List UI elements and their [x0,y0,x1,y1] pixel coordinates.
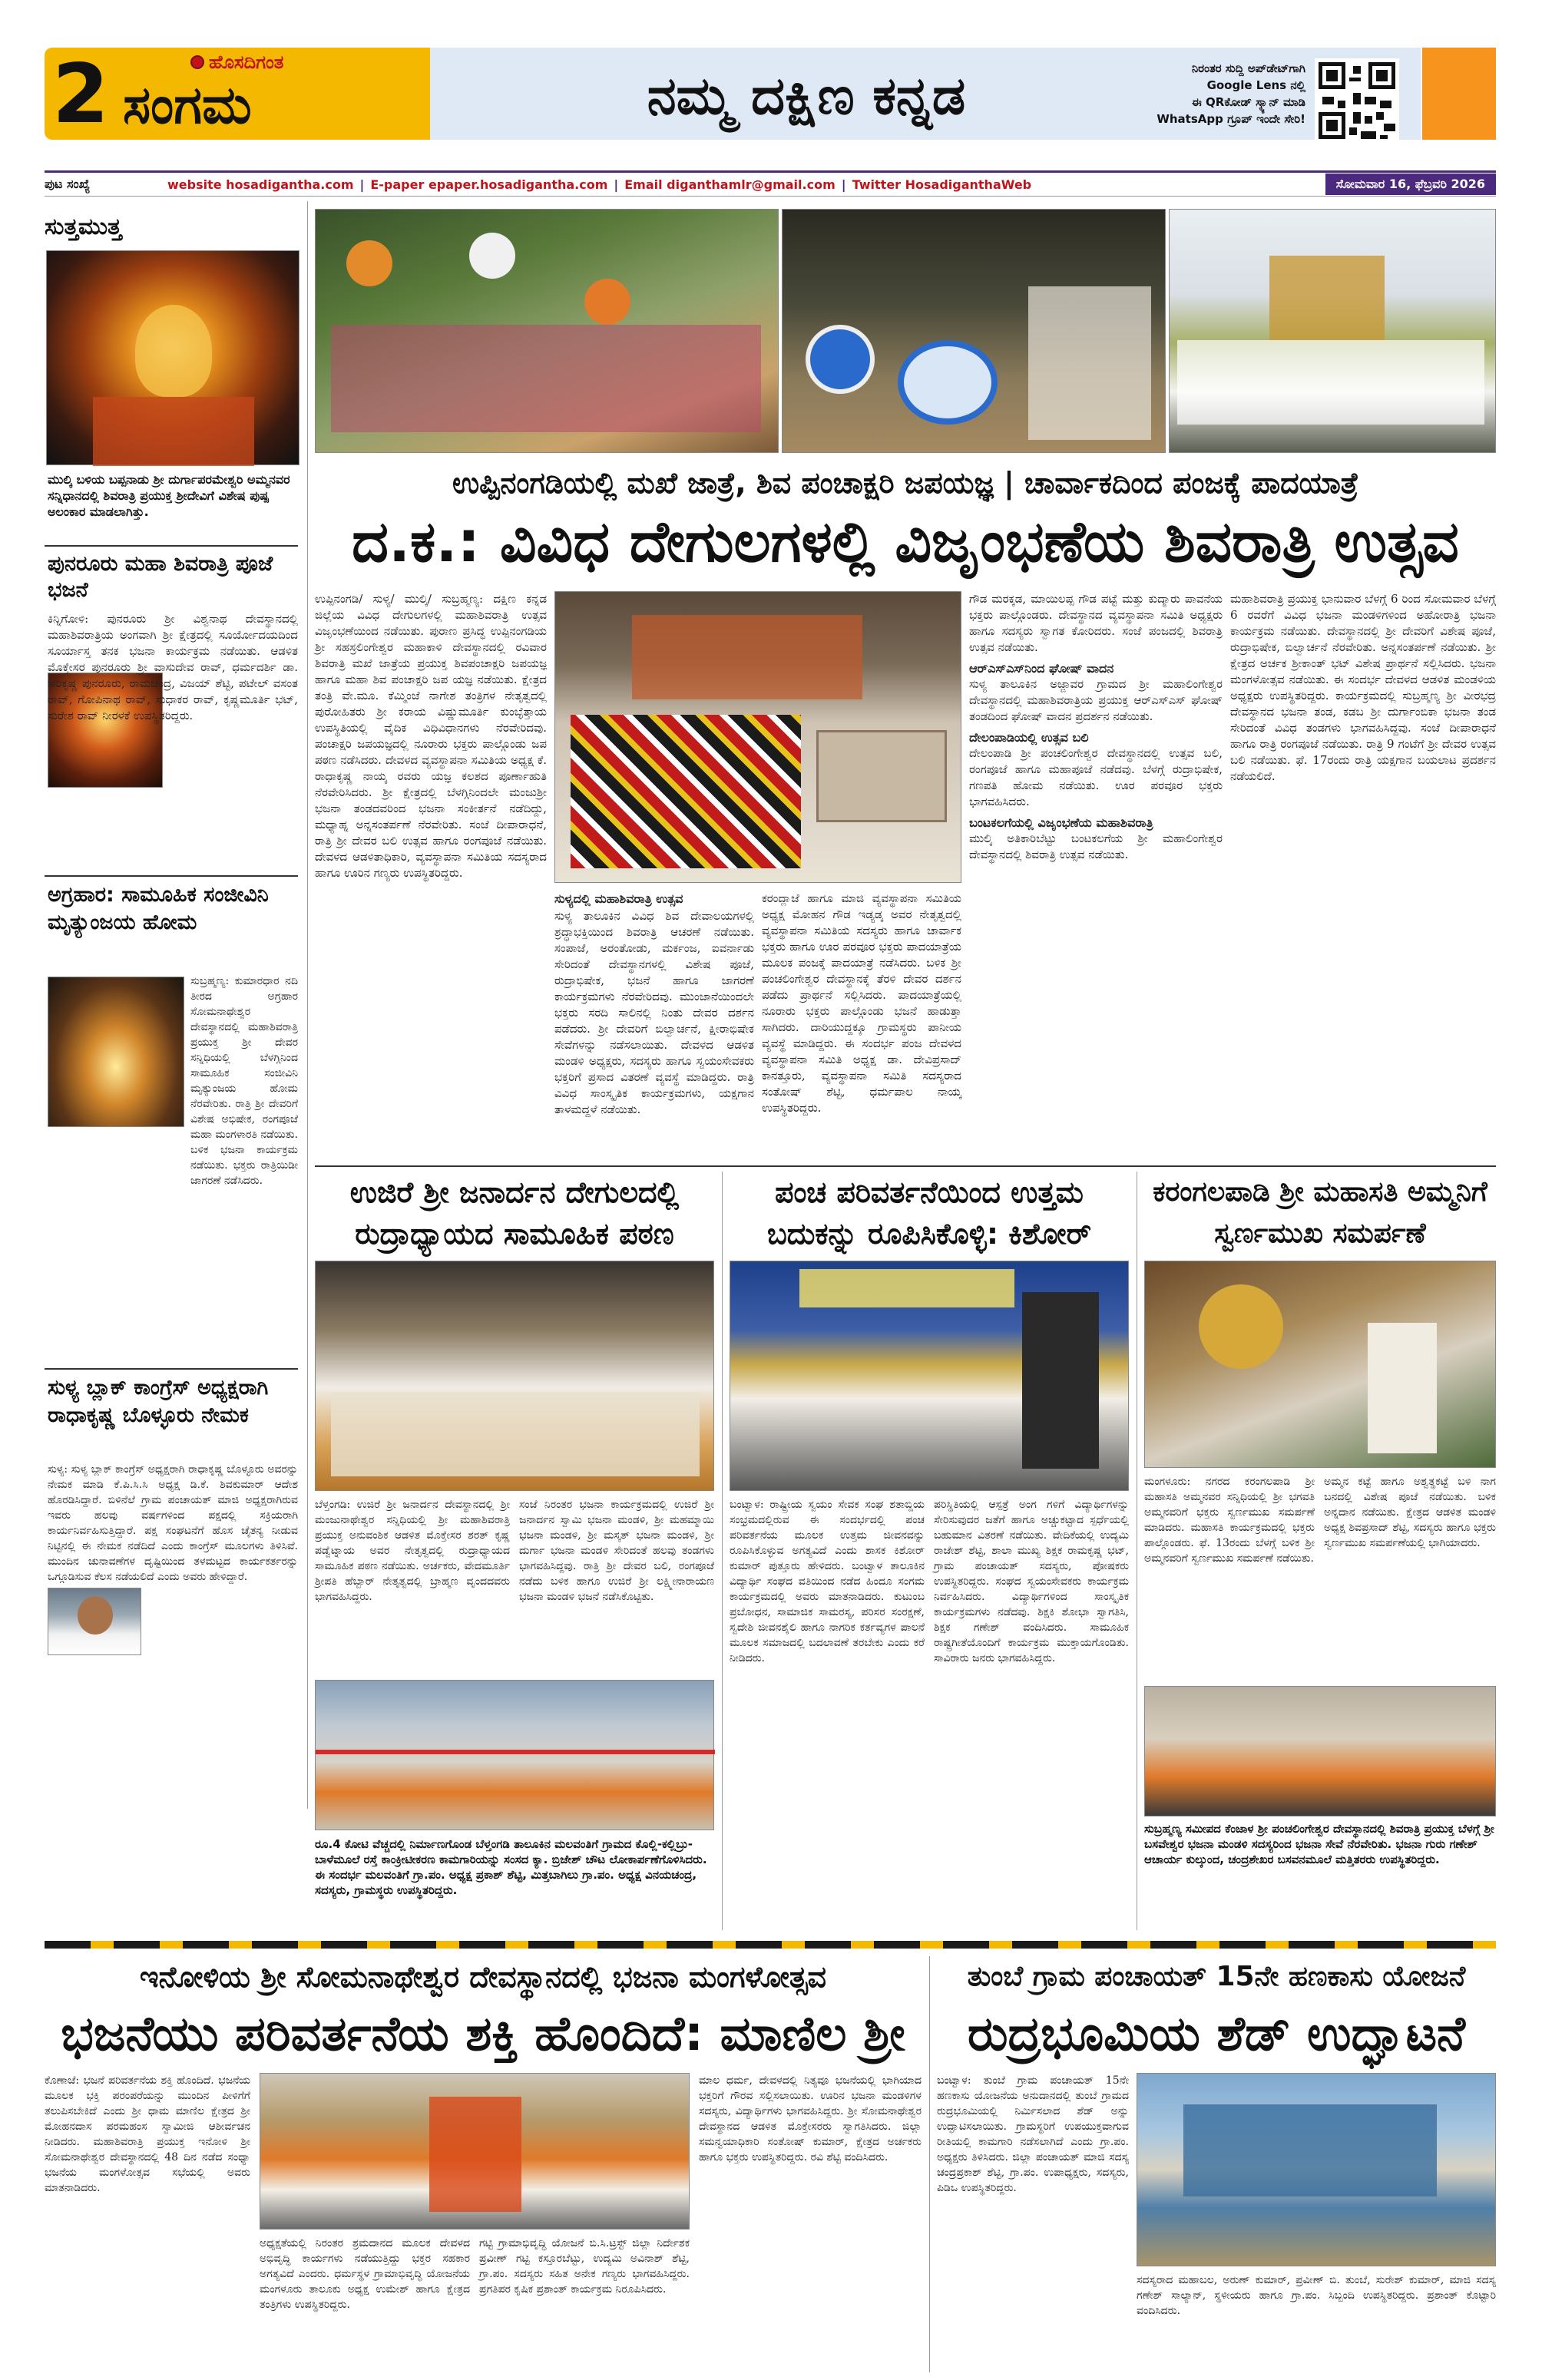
lead-column-4-text: ಸುಳ್ಯ ತಾಲೂಕಿನ ಅಜ್ಜಾವರ ಗ್ರಾಮದ ಶ್ರೀ ಮಹಾಲಿಂಗೇಶ್ವರ ದೇವಸ್ಥಾನದಲ್ಲಿ ಮಹಾಶಿವರಾತ್ರಿಯ ಪ್ರಯುಕ್ತ ಆರ್‌ಎಸ್‌ಎಸ್ ಘೋಷ್ ತಂಡದಿಂದ ಘೋಷ್ ವಾದನ ಪ್ರದರ್ಶನ ನಡೆಯಿತು. [969,677,1223,723]
lead-column-2 [554,891,754,1159]
story-title: ಅಗ್ರಹಾರ: ಸಾಮೂಹಿಕ ಸಂಜೀವಿನಿ ಮೃತ್ಯುಂಜಯ ಹೋಮ [48,883,269,934]
bottom-left-headline: ಭಜನೆಯು ಪರಿವರ್ತನೆಯ ಶಕ್ತಿ ಹೊಂದಿದೆ: ಮಾಣಿಲ ಶ್ರೀ [61,2005,905,2061]
lead-subhead: ಬಂಟಕಲಗೆಯಲ್ಲಿ ವಿಜೃಂಭಣೆಯ ಮಹಾಶಿವರಾತ್ರಿ [969,815,1153,830]
qr-promo-line: ಈ QRಕೋಡ್ ಸ್ಕ್ಯಾನ್ ಮಾಡಿ [1191,95,1305,109]
qr-promo-line: Google Lens ನಲ್ಲಿ [1206,78,1305,92]
sidebar-photo-caption: ಮುಲ್ಕಿ ಬಳಿಯ ಬಪ್ಪನಾಡು ಶ್ರೀ ದುರ್ಗಾಪರಮೇಶ್ವರಿ ಅಮ್ಮನವರ ಸನ್ನಿಧಾನದಲ್ಲಿ ಶಿವರಾತ್ರಿ ಪ್ರಯುಕ್ತ ಶ್ರೀದೇವಿಗೆ ವಿಶೇಷ ಪುಷ್ಪ ಅಲಂಕಾರ ಮಾಡಲಾಗಿತ್ತು. [48,472,290,519]
lead-column-2-text: ಸುಳ್ಯ ತಾಲೂಕಿನ ವಿವಿಧ ಶಿವ ದೇವಾಲಯಗಳಲ್ಲಿ ಶ್ರದ್ಧಾಭಕ್ತಿಯಿಂದ ಶಿವರಾತ್ರಿ ಆಚರಣೆ ನಡೆಯಿತು. ಸಂಪಾಜೆ, ಅರಂತೋಡು, ಮರ್ಕಂಜ, ಐವರ್ನಾಡು ಸೇರಿದಂತೆ ದೇವಸ್ಥಾನಗಳಲ್ಲಿ ವಿಶೇಷ ಪೂಜೆ, ರುದ್ರಾಭಿಷೇಕ, ಭಜನೆ ಹಾಗೂ ಜಾಗರಣೆ ಕಾರ್ಯಕ್ರಮಗಳು ನೆರವೇರಿದವು. ಮುಂಜಾನೆಯಿಂದಲೇ ಭಕ್ತರು ಸರದಿ ಸಾಲಿನಲ್ಲಿ ನಿಂತು ದೇವರ ದರ್ಶನ ಪಡೆದರು. ಶ್ರೀ ದೇವರಿಗೆ ಬಿಲ್ವಾರ್ಚನೆ, ಕ್ಷೀರಾಭಿಷೇಕ ಸೇವೆಗಳನ್ನು ನಡೆಸಲಾಯಿತು. ದೇವಳದ ಆಡಳಿತ ಮಂಡಳಿ ಅಧ್ಯಕ್ಷರು, ಸದಸ್ಯರು ಹಾಗೂ ಸ್ವಯಂಸೇವಕರು ಭಕ್ತರಿಗೆ ಪ್ರಸಾದ ವಿತರಣೆ ವ್ಯವಸ್ಥೆ ಮಾಡಿದ್ದರು. ರಾತ್ರಿ ವಿವಿಧ ಸಾಂಸ್ಕೃತಿಕ ಕಾರ್ಯಕ್ರಮಗಳು, ಯಕ್ಷಗಾನ ತಾಳಮದ್ದಳೆ ನಡೆಯಿತು. [554,909,754,1116]
lead-column-4 [969,591,1223,1159]
qr-promo [1152,60,1305,127]
bottom-divider [45,1941,1496,1949]
column-title [45,210,290,244]
corner-accent [1422,48,1496,140]
story-body-cont [48,1136,298,1359]
sidebar-photo-homa [48,977,184,1127]
story-body: ಸುಬ್ರಹ್ಮಣ್ಯ: ಕುಮಾರಧಾರ ನದಿ ತೀರದ ಅಗ್ರಹಾರ ಸೋಮನಾಥೇಶ್ವರ ದೇವಸ್ಥಾನದಲ್ಲಿ ಮಹಾಶಿವರಾತ್ರಿ ಪ್ರಯುಕ್ತ ಶ್ರೀ ದೇವರ ಸನ್ನಿಧಿಯಲ್ಲಿ ಬೆಳಗ್ಗಿನಿಂದ ಸಾಮೂಹಿಕ ಸಂಜೀವಿನಿ ಮೃತ್ಯುಂಜಯ ಹೋಮ ನೆರವೇರಿತು. ರಾತ್ರಿ ಶ್ರೀ ದೇವರಿಗೆ ವಿಶೇಷ ಅಭಿಷೇಕ, ರಂಗಪೂಜೆ ಮಹಾ ಮಂಗಳಾರತಿ ನಡೆಯಿತು. ಬಳಿಕ ಭಜನಾ ಕಾರ್ಯಕ್ರಮ ನಡೆಯಿತು. ಭಕ್ತರು ರಾತ್ರಿಯಿಡೀ ಜಾಗರಣೆ ನಡೆಸಿದರು. [190,975,298,1187]
bottom-left-column-1: ಕೊಣಾಜೆ: ಭಜನೆ ಪರಿವರ್ತನೆಯ ಶಕ್ತಿ ಹೊಂದಿದೆ. ಭಜನೆಯ ಮೂಲಕ ಭಕ್ತಿ ಪರಂಪರೆಯನ್ನು ಮುಂದಿನ ಪೀಳಿಗೆಗೆ ತಲುಪಿಸಬೇಕಿದೆ ಎಂದು ಶ್ರೀ ಧಾಮ ಮಾಣಿಲ ಕ್ಷೇತ್ರದ ಶ್ರೀ ಮೋಹನದಾಸ ಪರಮಹಂಸ ಸ್ವಾಮೀಜಿ ಆಶೀರ್ವಚನ ನೀಡಿದರು. ಮಹಾಶಿವರಾತ್ರಿ ಪ್ರಯುಕ್ತ ಇನೋಳಿ ಶ್ರೀ ಸೋಮನಾಥೇಶ್ವರ ದೇವಸ್ಥಾನದಲ್ಲಿ 48 ದಿನ ನಡೆದ ಸಂಧ್ಯಾ ಭಜನೆಯ ಮಂಗಳೋತ್ಸವ ಸಭೆಯಲ್ಲಿ ಅವರು ಮಾತನಾಡಿದರು. [45,2074,250,2194]
separator: | [614,177,619,192]
bottom-right-kicker: ತುಂಬೆ ಗ್ರಾಮ ಪಂಚಾಯತ್ 15ನೇ ಹಣಕಾಸು ಯೋಜನೆ [967,1961,1466,1992]
bottom-right-headline: ರುದ್ರಭೂಮಿಯ ಶೆಡ್ ಉದ್ಘಾಟನೆ [967,2005,1466,2061]
karangalapadi-headline-text: ಕರಂಗಲಪಾಡಿ ಶ್ರೀ ಮಹಾಸತಿ ಅಮ್ಮನಿಗೆ ಸ್ವರ್ಣಮುಖ ಸಮರ್ಪಣೆ [1153,1176,1487,1249]
lead-column-1: ಉಪ್ಪಿನಂಗಡಿ/ ಸುಳ್ಯ/ ಮುಲ್ಕಿ/ ಸುಬ್ರಹ್ಮಣ್ಯ: ದಕ್ಷಿಣ ಕನ್ನಡ ಜಿಲ್ಲೆಯ ವಿವಿಧ ದೇಗುಲಗಳಲ್ಲಿ ಮಹಾಶಿವರಾತ್ರಿ ಉತ್ಸವ ವಿಜೃಂಭಣೆಯಿಂದ ನಡೆಯಿತು. ಪುರಾಣ ಪ್ರಸಿದ್ಧ ಉಪ್ಪಿನಂಗಡಿಯ ಶ್ರೀ ಸಹಸ್ರಲಿಂಗೇಶ್ವರ ಮಹಾಕಾಳಿ ದೇವಸ್ಥಾನದಲ್ಲಿ ರವಿವಾರ ಶಿವರಾತ್ರಿ ಮಖೆ ಜಾತ್ರೆಯ ಪ್ರಯುಕ್ತ ಶಿವಪಂಚಾಕ್ಷರಿ ಜಪಯಜ್ಞ ಹಾಗೂ ಮಹಾ ಶಿವ ಪಂಚಾಕ್ಷರಿ ಜಪ ಯಜ್ಞ ನಡೆಯಿತು. ಕ್ಷೇತ್ರದ ತಂತ್ರಿ ವೇ.ಮೂ. ಕೆಮ್ಮಿಂಜೆ ನಾಗೇಶ ತಂತ್ರಿಗಳ ನೇತೃತ್ವದಲ್ಲಿ ಪುರೋಹಿತರು ಶ್ರೀ ಕರಾಯ ವಿಷ್ಣುಮೂರ್ತಿ ಕುಂಬ್ಳೆತ್ತಾಯ ಉಪಸ್ಥಿತಿಯಲ್ಲಿ ವೈದಿಕ ವಿಧಿವಿಧಾನಗಳು ನೆರವೇರಿದವು. ಪಂಚಾಕ್ಷರಿ ಜಪಯಜ್ಞದಲ್ಲಿ ನೂರಾರು ಭಕ್ತರು ಪಾಲ್ಗೊಂಡು ಜಪ ಪಠಣ ನಡೆಸಿದರು. ದೇವಳದ ವ್ಯವಸ್ಥಾಪನಾ ಸಮಿತಿಯ ಅಧ್ಯಕ್ಷ ಕೆ. ರಾಧಾಕೃಷ್ಣ ನಾಯ್ಕ ರವರು ಯಜ್ಞ ಕಲಶದ ಪೂರ್ಣಾಹುತಿ ನೆರವೇರಿಸಿದರು. ಶ್ರೀ ಕ್ಷೇತ್ರದಲ್ಲಿ ಬೆಳಗ್ಗಿನಿಂದಲೇ ಮಂಜುಶ್ರೀ ಭಜನಾ ತಂಡದವರಿಂದ ಭಜನಾ ಸಂಕೀರ್ತನೆ ನಡೆದಿದ್ದು, ಮಧ್ಯಾಹ್ನ ಅನ್ನಸಂತರ್ಪಣೆ ನೆರವೇರಿತು. ಸಂಜೆ ದೀಪಾರಾಧನೆ, ರಾತ್ರಿ ಶ್ರೀ ದೇವರ ಬಲಿ ಉತ್ಸವ ಹಾಗೂ ರಂಗಪೂಜೆ ನಡೆಯಿತು. ದೇವಳದ ಆಡಳಿತಾಧಿಕಾರಿ, ವ್ಯವಸ್ಥಾಪನಾ ಸಮಿತಿಯ ಸದಸ್ಯರಾದ ಹಾಗೂ ಊರಿನ ಗಣ್ಯರು ಉಪಸ್ಥಿತರಿದ್ದರು. [315,592,547,880]
bottom-right-column-2: ಸದಸ್ಯರಾದ ಮಹಾಬಲ, ಅರುಣ್ ಕುಮಾರ್, ಪ್ರವೀಣ್ ಬಿ. ತುಂಬೆ, ಸುರೇಶ್ ಕುಮಾರ್, ಮಾಜಿ ಸದಸ್ಯ ಗಣೇಶ್ ಸಾಲ್ಯಾನ್, ಸ್ಥಳೀಯರು ಹಾಗೂ ಗ್ರಾ.ಪಂ. ಸಿಬ್ಬಂದಿ ಉಪಸ್ಥಿತರಿದ್ದರು. ಪ್ರಶಾಂತ್ ಕೊಟ್ಟಾರಿ ವಂದಿಸಿದರು. [1137,2274,1496,2317]
ujire-photo-road-inauguration [315,1680,714,1830]
karangalapadi-headline [1144,1172,1496,1256]
bottom-right-column-1: ಬಂಟ್ವಾಳ: ತುಂಬೆ ಗ್ರಾಮ ಪಂಚಾಯತ್ 15ನೇ ಹಣಕಾಸು ಯೋಜನೆಯ ಅನುದಾನದಲ್ಲಿ ತುಂಬೆ ಗ್ರಾಮದ ರುದ್ರಭೂಮಿಯಲ್ಲಿ ನಿರ್ಮಿಸಲಾದ ಶೆಡ್ ಅನ್ನು ಉದ್ಘಾಟಿಸಲಾಯಿತು. ಗ್ರಾಮಸ್ಥರಿಗೆ ಉಪಯುಕ್ತವಾಗುವ ರೀತಿಯಲ್ಲಿ ಕಾಮಗಾರಿ ನಡೆಸಲಾಗಿದೆ ಎಂದು ಗ್ರಾ.ಪಂ. ಅಧ್ಯಕ್ಷರು ತಿಳಿಸಿದರು. ಜಿಲ್ಲಾ ಪಂಚಾಯತ್ ಮಾಜಿ ಸದಸ್ಯ ಚಂದ್ರಪ್ರಕಾಶ್ ಶೆಟ್ಟಿ, ಗ್ರಾ.ಪಂ. ಉಪಾಧ್ಯಕ್ಷರು, ಸದಸ್ಯರು, ಪಿಡಿಒ ಉಪಸ್ಥಿತರಿದ್ದರು. [937,2074,1129,2194]
lead-column-5: ಮಹಾಶಿವರಾತ್ರಿ ಪ್ರಯುಕ್ತ ಭಾನುವಾರ ಬೆಳಗ್ಗೆ 6 ರಿಂದ ಸೋಮವಾರ ಬೆಳಗ್ಗೆ 6 ರವರೆಗೆ ವಿವಿಧ ಭಜನಾ ಮಂಡಳಿಗಳಿಂದ ಅಹೋರಾತ್ರಿ ಭಜನಾ ಕಾರ್ಯಕ್ರಮ ನಡೆಯಿತು. ದೇವಸ್ಥಾನದಲ್ಲಿ ಶ್ರೀ ದೇವರಿಗೆ ವಿಶೇಷ ಪೂಜೆ, ರುದ್ರಾಭಿಷೇಕ, ಬಿಲ್ವಾರ್ಚನೆ ನೆರವೇರಿತು. ಅನ್ನಸಂತರ್ಪಣೆ ನಡೆಯಿತು. ಶ್ರೀ ಕ್ಷೇತ್ರದ ಅರ್ಚಕ ಶ್ರೀಕಾಂತ್ ಭಟ್ ವಿಶೇಷ ಪ್ರಾರ್ಥನೆ ಸಲ್ಲಿಸಿದರು. ಭಜನಾ ಮಂಗಳೋತ್ಸವ ನಡೆಯಿತು. ಈ ಸಂದರ್ಭ ದೇವಳದ ಆಡಳಿತ ಮಂಡಳಿಯ ಅಧ್ಯಕ್ಷರು ಉಪಸ್ಥಿತರಿದ್ದರು. ಕಾರ್ಯಕ್ರಮದಲ್ಲಿ ಸುಬ್ರಹ್ಮಣ್ಯ ಶ್ರೀ ವೀರಭದ್ರ ದೇವಸ್ಥಾನದ ಭಜನಾ ತಂಡ, ಕಡಬ ಶ್ರೀ ದುರ್ಗಾಂಬಿಕಾ ಭಜನಾ ತಂಡ ಸೇರಿದಂತೆ ವಿವಿಧ ತಂಡಗಳು ಭಾಗವಹಿಸಿದ್ದವು. ಸಂಜೆ ದೀಪಾರಾಧನೆ ಹಾಗೂ ರಾತ್ರಿ ರಂಗಪೂಜೆ ನಡೆಯಿತು. ರಾತ್ರಿ 9 ಗಂಟೆಗೆ ಶ್ರೀ ದೇವರ ಉತ್ಸವ ಬಲಿ ನಡೆಯಿತು. ಫೆ. 17ರಂದು ರಾತ್ರಿ ಯಕ್ಷಗಾನ ಬಯಲಾಟ ಪ್ರದರ್ಶನ ನಡೆಯಲಿದೆ. [1230,592,1496,783]
lead-photo-padayatre [315,209,779,453]
lead-column-4-text: ದೇಲಂಪಾಡಿ ಶ್ರೀ ಪಂಚಲಿಂಗೇಶ್ವರ ದೇವಸ್ಥಾನದಲ್ಲಿ ಉತ್ಸವ ಬಲಿ, ರಂಗಪೂಜೆ ಹಾಗೂ ಮಹಾಪೂಜೆ ನಡೆದವು. ಬೆಳಗ್ಗೆ ರುದ್ರಾಭಿಷೇಕ, ಗಣಪತಿ ಹೋಮ ನಡೆಯಿತು. ಊರ ಪರವೂರ ಭಕ್ತರು ಭಾಗವಹಿಸಿದರು. [969,746,1223,808]
kishore-headline [730,1172,1129,1256]
separator: | [359,177,365,192]
bottom-left-photo-seer [260,2073,690,2230]
bottom-left-column-4: ಮಾಲ ಧರ್ಮ, ದೇವಳದಲ್ಲಿ ನಿತ್ಯವೂ ಭಜನೆಯಲ್ಲಿ ಭಾಗಿಯಾದ ಭಕ್ತರಿಗೆ ಗೌರವ ಸಲ್ಲಿಸಲಾಯಿತು. ಊರಿನ ಭಜನಾ ಮಂಡಳಿಗಳ ಸದಸ್ಯರು, ವಿದ್ಯಾರ್ಥಿಗಳು ಭಾಗವಹಿಸಿದ್ದರು. ಶ್ರೀ ಸೋಮನಾಥೇಶ್ವರ ದೇವಸ್ಥಾನದ ಆಡಳಿತ ಮೊಕ್ತೇಸರರು ಸ್ವಾಗತಿಸಿದರು. ಜಿಲ್ಲಾ ಸಮನ್ವಯಾಧಿಕಾರಿ ಸಂತೋಷ್ ಕುಮಾರ್, ಕ್ಷೇತ್ರದ ಅರ್ಚಕರು ಹಾಗೂ ಭಕ್ತರು ಉಪಸ್ಥಿತರಿದ್ದರು. ರವಿ ಶೆಟ್ಟಿ ವಂದಿಸಿದರು. [699,2074,922,2163]
story-body: ಸುಳ್ಯ: ಸುಳ್ಯ ಬ್ಲಾಕ್ ಕಾಂಗ್ರೆಸ್ ಅಧ್ಯಕ್ಷರಾಗಿ ರಾಧಾಕೃಷ್ಣ ಬೊಳ್ಳೂರು ಅವರನ್ನು ನೇಮಕ ಮಾಡಿ ಕೆ.ಪಿ.ಸಿ.ಸಿ ಅಧ್ಯಕ್ಷ ಡಿ.ಕೆ. ಶಿವಕುಮಾರ್ ಆದೇಶ ಹೊರಡಿಸಿದ್ದಾರೆ. ಬಿಳಿನೆಲೆ ಗ್ರಾಮ ಪಂಚಾಯತ್ ಮಾಜಿ ಅಧ್ಯಕ್ಷರಾಗಿರುವ ಇವರು ಹಲವು ವರ್ಷಗಳಿಂದ ಪಕ್ಷದಲ್ಲಿ ಸಕ್ರಿಯರಾಗಿ ಕಾರ್ಯನಿರ್ವಹಿಸುತ್ತಿದ್ದಾರೆ. ಪಕ್ಷ ಸಂಘಟನೆಗೆ ಹೊಸ ಚೈತನ್ಯ ನೀಡುವ ನಿಟ್ಟಿನಲ್ಲಿ ಈ ನೇಮಕ ನಡೆದಿದೆ ಎಂದು ಕಾಂಗ್ರೆಸ್ ಮೂಲಗಳು ತಿಳಿಸಿವೆ. ಮುಂದಿನ ಚುನಾವಣೆಗಳ ದೃಷ್ಟಿಯಿಂದ ತಳಮಟ್ಟದ ಕಾರ್ಯಕರ್ತರನ್ನು ಒಗ್ಗೂಡಿಸುವ ಕೆಲಸ ನಡೆಯಲಿದೆ ಎಂದು ಅವರು ಹೇಳಿದ್ದಾರೆ. [48,1463,298,1583]
ujire-headline [315,1172,714,1256]
lead-photo-rangoli-homa [554,591,961,883]
story-title: ಸುಳ್ಯ ಬ್ಲಾಕ್ ಕಾಂಗ್ರೆಸ್ ಅಧ್ಯಕ್ಷರಾಗಿ ರಾಧಾಕೃಷ್ಣ ಬೊಳ್ಳೂರು ನೇಮಕ [48,1376,269,1427]
ujire-headline-text: ಉಜಿರೆ ಶ್ರೀ ಜನಾರ್ದನ ದೇಗುಲದಲ್ಲಿ ರುದ್ರಾಧ್ಯಾಯದ ಸಾಮೂಹಿಕ ಪಠಣ [349,1175,680,1251]
website-link[interactable]: website hosadigantha.com [167,177,354,192]
lead-column-4-text: ಮುಲ್ಕಿ ಅತಿಕಾರಿಬೆಟ್ಟು ಬಂಟಕಲಗೆಯ ಶ್ರೀ ಮಹಾಲಿಂಗೇಶ್ವರ ದೇವಸ್ಥಾನದಲ್ಲಿ ಶಿವರಾತ್ರಿ ಉತ್ಸವ ನಡೆಯಿತು. [969,831,1223,861]
kishore-column-2: ಪರಿಸ್ಥಿತಿಯಲ್ಲಿ ಆಸ್ಪತ್ರೆ ಅಂಗ ಗಳಿಗೆ ವಿದ್ಯಾರ್ಥಿಗಳನ್ನು ಸೇರಿಸುವುದರ ಜತೆಗೆ ಹಾಗೂ ಅಚ್ಚುಕಟ್ಟಾದ ಸ್ಪರ್ಧೆಯಲ್ಲಿ ಬಹುಮಾನ ವಿತರಣೆ ನಡೆಯಿತು. ವೇದಿಕೆಯಲ್ಲಿ ಉದ್ಯಮಿ ರಾಜೇಶ್ ಶೆಟ್ಟಿ, ಶಾಲಾ ಮುಖ್ಯ ಶಿಕ್ಷಕ ರಾಮಕೃಷ್ಣ ಭಟ್, ಗ್ರಾಮ ಪಂಚಾಯತ್ ಸದಸ್ಯರು, ಪೋಷಕರು ಉಪಸ್ಥಿತರಿದ್ದರು. ಸಂಘದ ಸ್ವಯಂಸೇವಕರು ಕಾರ್ಯಕ್ರಮ ನಿರ್ವಹಿಸಿದರು. ವಿದ್ಯಾರ್ಥಿಗಳಿಂದ ಸಾಂಸ್ಕೃತಿಕ ಕಾರ್ಯಕ್ರಮಗಳು ನಡೆದವು. ಶಿಕ್ಷಕಿ ಶೋಭಾ ಸ್ವಾಗತಿಸಿ, ಶಿಕ್ಷಕ ಗಣೇಶ್ ವಂದಿಸಿದರು. ಸಾಮೂಹಿಕ ರಾಷ್ಟ್ರಗೀತೆಯೊಂದಿಗೆ ಕಾರ್ಯಕ್ರಮ ಮುಕ್ತಾಯಗೊಂಡಿತು. ಸಾವಿರಾರು ಜನರು ಭಾಗವಹಿಸಿದ್ದರು. [934,1499,1129,1664]
qr-code-icon[interactable] [1315,58,1399,143]
qr-promo-line: ನಿರಂತರ ಸುದ್ದಿ ಅಪ್‌ಡೇಟ್‌ಗಾಗಿ [1191,61,1305,75]
bottom-left-column-2: ಅಧ್ಯಕ್ಷತೆಯಲ್ಲಿ ನಿರಂತರ ಶ್ರಮದಾನದ ಮೂಲಕ ದೇವಳದ ಅಭಿವೃದ್ಧಿ ಕಾರ್ಯಗಳು ನಡೆಯುತ್ತಿದ್ದು ಭಕ್ತರ ಸಹಕಾರ ಅಗತ್ಯವಿದೆ ಎಂದರು. ಧರ್ಮಸ್ಥಳ ಗ್ರಾಮಾಭಿವೃದ್ಧಿ ಯೋಜನೆಯ ಮಂಗಳೂರು ತಾಲೂಕು ಅಧ್ಯಕ್ಷ ಉಮೇಶ್ ಹಾಗೂ ಕ್ಷೇತ್ರದ ತಂತ್ರಿಗಳು ಉಪಸ್ಥಿತರಿದ್ದರು. [260,2237,470,2311]
column-divider [722,1172,723,1930]
karangalapadi-photo-offering [1144,1261,1496,1468]
brand-name: ಹೊಸದಿಗಂತ [209,51,284,73]
karangalapadi-photo-bhajana [1144,1686,1496,1816]
ujire-photo-caption: ರೂ.4 ಕೋಟಿ ವೆಚ್ಚದಲ್ಲಿ ನಿರ್ಮಾಣಗೊಂಡ ಬೆಳ್ತಂಗಡಿ ತಾಲೂಕಿನ ಮಲವಂತಿಗೆ ಗ್ರಾಮದ ಕೊಲ್ಲಿ-ಕಲ್ಲಿಬ್ರು-ಬಾಳೆಮೂಲೆ ರಸ್ತೆ ಕಾಂಕ್ರೀಟೀಕರಣ ಕಾಮಗಾರಿಯನ್ನು ಸಂಸದ ಕ್ಯಾ. ಬ್ರಿಜೇಶ್ ಚೌಟ ಲೋಕಾರ್ಪಣೆಗೊಳಿಸಿದರು. ಈ ಸಂದರ್ಭ ಮಲವಂತಿಗೆ ಗ್ರಾ.ಪಂ. ಅಧ್ಯಕ್ಷ ಪ್ರಕಾಶ್ ಶೆಟ್ಟಿ, ಮಿತ್ತಬಾಗಿಲು ಗ್ರಾ.ಪಂ. ಅಧ್ಯಕ್ಷ ವಿನಯಚಂದ್ರ, ಸದಸ್ಯರು, ಗ್ರಾಮಸ್ಥರು ಉಪಸ್ಥಿತರಿದ್ದರು. [315,1837,707,1897]
bottom-left-column-3: ಗಟ್ಟಿ ಗ್ರಾಮಾಭಿವೃದ್ಧಿ ಯೋಜನೆ ಬಿ.ಸಿ.ಟ್ರಸ್ಟ್ ಜಿಲ್ಲಾ ನಿರ್ದೇಶಕ ಪ್ರವೀಣ್ ಗಟ್ಟಿ ಕಸ್ತೂರಬೆಟ್ಟು, ಉದ್ಯಮಿ ಅವಿನಾಶ್ ಶೆಟ್ಟಿ, ಗ್ರಾ.ಪಂ. ಸದಸ್ಯರು ಸಹಿತ ಅನೇಕ ಗಣ್ಯರು ಭಾಗವಹಿಸಿದ್ದರು. ಪ್ರಗತಿಪರ ಕೃಷಿಕ ಪ್ರಶಾಂತ್ ಕಾರ್ಯಕ್ರಮ ನಿರೂಪಿಸಿದರು. [479,2237,690,2296]
section-name: ಸಂಗಮ [123,75,252,136]
sidebar-photo-goddess [46,250,299,465]
karangalapadi-photo-caption: ಸುಬ್ರಹ್ಮಣ್ಯ ಸಮೀಪದ ಕೆಂಜಾಳ ಶ್ರೀ ಪಂಚಲಿಂಗೇಶ್ವರ ದೇವಸ್ಥಾನದಲ್ಲಿ ಶಿವರಾತ್ರಿ ಪ್ರಯುಕ್ತ ಬೆಳಗ್ಗೆ ಶ್ರೀ ಬಸವೇಶ್ವರ ಭಜನಾ ಮಂಡಳಿ ಸದಸ್ಯರಿಂದ ಭಜನಾ ಸೇವೆ ನೆರವೇರಿತು. ಭಜನಾ ಗುರು ಗಣೇಶ್ ಆಚಾರ್ಯ ಕುಲ್ಕುಂದ, ಚಂದ್ರಶೇಖರ ಬಸವನಮೂಲೆ ಮತ್ತಿತರರು ಉಪಸ್ಥಿತರಿದ್ದರು. [1144,1822,1494,1866]
ujire-column-1: ಬೆಳ್ತಂಗಡಿ: ಉಜಿರೆ ಶ್ರೀ ಜನಾರ್ದನ ದೇವಸ್ಥಾನದಲ್ಲಿ ಶ್ರೀ ಮಂಜುನಾಥೇಶ್ವರ ಸನ್ನಿಧಿಯಲ್ಲಿ ಶ್ರೀ ಮಹಾಶಿವರಾತ್ರಿ ಪ್ರಯುಕ್ತ ಅನುವಂಶಿಕ ಆಡಳಿತ ಮೊಕ್ತೇಸರ ಶರತ್ ಕೃಷ್ಣ ಪಡ್ವೆಟ್ನಾಯ ಅವರ ನೇತೃತ್ವದಲ್ಲಿ ರುದ್ರಾಧ್ಯಾಯದ ಸಾಮೂಹಿಕ ಪಠಣ ನಡೆಯಿತು. ಅರ್ಚಕರು, ವೇದಮೂರ್ತಿ ಶ್ರೀಪತಿ ಹೆಬ್ಬಾರ್ ನೇತೃತ್ವದಲ್ಲಿ ಬ್ರಾಹ್ಮಣ ವೃಂದದವರು ಭಾಗವಹಿಸಿದ್ದರು. [315,1499,510,1603]
kishore-column-1: ಬಂಟ್ವಾಳ: ರಾಷ್ಟ್ರೀಯ ಸ್ವಯಂ ಸೇವಕ ಸಂಘ ಶತಾಬ್ದಿಯ ಸಂಭ್ರಮದಲ್ಲಿರುವ ಈ ಸಂದರ್ಭದಲ್ಲಿ ಪಂಚ ಪರಿವರ್ತನೆಯ ಮೂಲಕ ಉತ್ತಮ ಜೀವನವನ್ನು ರೂಪಿಸಿಕೊಳ್ಳುವ ಅಗತ್ಯವಿದೆ ಎಂದು ಶಾಸಕ ಕಿಶೋರ್ ಕುಮಾರ್ ಪುತ್ತೂರು ಹೇಳಿದರು. ಬಂಟ್ವಾಳ ತಾಲೂಕಿನ ವಿದ್ಯಾರ್ಥಿ ಸಂಘದ ವತಿಯಿಂದ ನಡೆದ ಹಿಂದೂ ಸಂಗಮ ಕಾರ್ಯಕ್ರಮದಲ್ಲಿ ಅವರು ಮಾತನಾಡಿದರು. ಕುಟುಂಬ ಪ್ರಬೋಧನ, ಸಾಮಾಜಿಕ ಸಾಮರಸ್ಯ, ಪರಿಸರ ಸಂರಕ್ಷಣೆ, ಸ್ವದೇಶಿ ಜೀವನಶೈಲಿ ಹಾಗೂ ನಾಗರಿಕ ಕರ್ತವ್ಯಗಳ ಪಾಲನೆ ಮೂಲಕ ಸಮಾಜದಲ್ಲಿ ಬದಲಾವಣೆ ತರಬೇಕು ಎಂದು ಕರೆ ನೀಡಿದರು. [730,1499,925,1664]
lead-kicker: ಉಪ್ಪಿನಂಗಡಿಯಲ್ಲಿ ಮಖೆ ಜಾತ್ರೆ, ಶಿವ ಪಂಚಾಕ್ಷರಿ ಜಪಯಜ್ಞ | ಚಾರ್ವಾಕದಿಂದ ಪಂಜಕ್ಕೆ ಪಾದಯಾತ್ರೆ [452,466,1359,500]
bottom-left-kicker: ಇನೋಳಿಯ ಶ್ರೀ ಸೋಮನಾಥೇಶ್ವರ ದೇವಸ್ಥಾನದಲ್ಲಿ ಭಜನಾ ಮಂಗಳೋತ್ಸವ [139,1960,827,1994]
lead-subhead: ದೇಲಂಪಾಡಿಯಲ್ಲಿ ಉತ್ಸವ ಬಲಿ [969,730,1089,745]
section-divider [315,1165,1496,1167]
story-title: ಪುನರೂರು ಮಹಾ ಶಿವರಾತ್ರಿ ಪೂಜೆ ಭಜನೆ [48,552,273,602]
email-link[interactable]: Email diganthamlr@gmail.com [624,177,836,192]
brand-logo-icon [190,55,204,69]
ujire-column-2: ಸಂಜೆ ನಿರಂತರ ಭಜನಾ ಕಾರ್ಯಕ್ರಮದಲ್ಲಿ ಉಜಿರೆ ಶ್ರೀ ಜನಾರ್ದನ ಸ್ವಾಮಿ ಭಜನಾ ಮಂಡಳಿ, ಶ್ರೀ ಮಹಮ್ಮಾಯಿ ಭಜನಾ ಮಂಡಳಿ, ಶ್ರೀ ಮಸ್ಕತ್ ಭಜನಾ ಮಂಡಳಿ, ಶ್ರೀ ದುರ್ಗಾ ಭಜನಾ ಮಂಡಳಿ ಸೇರಿದಂತೆ ಹಲವು ತಂಡಗಳು ಭಾಗವಹಿಸಿದ್ದವು. ರಾತ್ರಿ ಶ್ರೀ ದೇವರ ಬಲಿ, ರಂಗಪೂಜೆ ನಡೆದು ಬಳಿಕ ಹಾಗೂ ಉಜಿರೆ ಶ್ರೀ ಲಕ್ಷ್ಮೀನಾರಾಯಣ ಭಜನಾ ಮಂಡಳಿ ಭಜನೆ ನಡೆಸಿಕೊಟ್ಟಿತು. [519,1499,714,1603]
divider [45,1368,298,1370]
kishore-photo-stage [730,1261,1129,1491]
lead-photo-devotees [1169,209,1496,453]
kishore-headline-text: ಪಂಚ ಪರಿವರ್ತನೆಯಿಂದ ಉತ್ತಮ ಬದುಕನ್ನು ರೂಪಿಸಿಕೊಳ್ಳಿ: ಕಿಶೋರ್ [766,1175,1092,1251]
lead-subhead: ಆರ್‌ಎಸ್‌ಎಸ್‌ನಿಂದ ಘೋಷ್ ವಾದನ [969,661,1114,676]
lead-column-3: ಕರಂದ್ಲಾಜೆ ಹಾಗೂ ಮಾಜಿ ವ್ಯವಸ್ಥಾಪನಾ ಸಮಿತಿಯ ಅಧ್ಯಕ್ಷ ಮೋಹನ ಗೌಡ ಇಡ್ಯಡ್ಕ ಅವರ ನೇತೃತ್ವದಲ್ಲಿ ವ್ಯವಸ್ಥಾಪನಾ ಸಮಿತಿಯ ಸದಸ್ಯರು ಹಾಗೂ ಚಾರ್ವಾಕ ಭಕ್ತರು ಹಾಗೂ ಊರ ಪರವೂರ ಭಕ್ತರು ಪಾದಯಾತ್ರೆಯ ಮೂಲಕ ಪಂಜಕ್ಕೆ ಪಾದಯಾತ್ರೆ ನಡೆಸಿದರು. ಬಳಿಕ ಶ್ರೀ ಪಂಚಲಿಂಗೇಶ್ವರ ದೇವಸ್ಥಾನಕ್ಕೆ ತೆರಳಿ ದೇವರ ದರ್ಶನ ಪಡೆದು ಪ್ರಾರ್ಥನೆ ಸಲ್ಲಿಸಿದರು. ಪಾದಯಾತ್ರೆಯಲ್ಲಿ ನೂರಾರು ಭಕ್ತರು ಪಾಲ್ಗೊಂಡು ಭಜನೆ ಹಾಡುತ್ತಾ ಸಾಗಿದರು. ದಾರಿಯುದ್ದಕ್ಕೂ ಗ್ರಾಮಸ್ಥರು ಪಾನೀಯ ವ್ಯವಸ್ಥೆ ಮಾಡಿದ್ದರು. ಈ ಸಂದರ್ಭ ಪಂಜ ದೇವಳದ ವ್ಯವಸ್ಥಾಪನಾ ಸಮಿತಿ ಅಧ್ಯಕ್ಷ ಡಾ. ದೇವಿಪ್ರಸಾದ್ ಕಾನತ್ತೂರು, ವ್ಯವಸ್ಥಾಪನಾ ಸಮಿತಿ ಸದಸ್ಯರಾದ ಸಂತೋಷ್ ಶೆಟ್ಟಿ, ಧರ್ಮಪಾಲ ನಾಯ್ಕ ಉಪಸ್ಥಿತರಿದ್ದರು. [762,891,961,1115]
lead-subhead: ಸುಳ್ಯದಲ್ಲಿ ಮಹಾಶಿವರಾತ್ರಿ ಉತ್ಸವ [554,891,683,906]
lead-headline: ದ.ಕ.: ವಿವಿಧ ದೇಗುಲಗಳಲ್ಲಿ ವಿಜೃಂಭಣೆಯ ಶಿವರಾತ್ರಿ ಉತ್ಸವ [352,509,1459,575]
separator: | [841,177,846,192]
sidebar-divider [307,201,308,1809]
sidebar-column [45,207,306,1658]
twitter-link[interactable]: Twitter HosadiganthaWeb [852,177,1032,192]
info-bar [45,170,1496,197]
karangalapadi-column-2: ಅಮ್ಮನ ಕಟ್ಟೆ ಹಾಗೂ ಅಶ್ವತ್ಥಕಟ್ಟೆ ಬಳಿ ನಾಗ ಬನದಲ್ಲಿ ವಿಶೇಷ ಪೂಜೆ ನಡೆಯಿತು. ಬಳಿಕ ಅನ್ನದಾನ ನಡೆಯಿತು. ಕ್ಷೇತ್ರದ ಆಡಳಿತ ಮಂಡಳಿ ಅಧ್ಯಕ್ಷ ಶಿವಪ್ರಸಾದ್ ಶೆಟ್ಟಿ, ಸದಸ್ಯರು ಹಾಗೂ ಭಕ್ತರು ಸ್ವರ್ಣಮುಖ ಸಮರ್ಪಣೆಯಲ್ಲಿ ಭಾಗಿಯಾದರು. [1324,1476,1496,1549]
epaper-link[interactable]: E-paper epaper.hosadigantha.com [370,177,608,192]
page-number: 2 [52,47,109,141]
column-title-text: ಸುತ್ತಮುತ್ತ [45,213,122,240]
story-body: ಕಿನ್ನಿಗೋಳಿ: ಪುನರೂರು ಶ್ರೀ ವಿಶ್ವನಾಥ ದೇವಸ್ಥಾನದಲ್ಲಿ ಮಹಾಶಿವರಾತ್ರಿಯ ಅಂಗವಾಗಿ ಶ್ರೀ ಕ್ಷೇತ್ರದಲ್ಲಿ ಸೂರ್ಯೋದಯದಿಂದ ಸೂರ್ಯಾಸ್ತ ತನಕ ಭಜನಾ ಕಾರ್ಯಕ್ರಮ ನಡೆಯಿತು. ಆಡಳಿತ ಮೊಕ್ತೇಸರ ಪುನರೂರು ಶ್ರೀ ವಾಸುದೇವ ರಾವ್, ಧರ್ಮದರ್ಶಿ ಡಾ. ಹರಿಕೃಷ್ಣ ಪುನರೂರು, ರಾಮಚಂದ್ರ, ವಿಜಯ್ ಶೆಟ್ಟಿ, ಪಟೇಲ್ ವಸಂತ ರಾವ್, ಗೋಪಿನಾಥ ರಾವ್, ಸುಧಾಕರ ರಾವ್, ಕೃಷ್ಣಮೂರ್ತಿ ಭಟ್, ಸುರೇಶ ರಾವ್ ನೀರಳಕೆ ಉಪಸ್ಥಿತರಿದ್ದರು. [48,612,298,722]
bottom-right-photo-shed [1137,2073,1496,2266]
divider [45,875,298,877]
ujire-photo-chanting [315,1261,714,1491]
page-count-label: ಪುಟ ಸಂಖ್ಯೆ [45,177,91,191]
masthead [0,0,1542,170]
issue-date: ಸೋಮವಾರ 16, ಫೆಬ್ರವರಿ 2026 [1325,174,1496,195]
karangalapadi-column-1: ಮಂಗಳೂರು: ನಗರದ ಕರಂಗಲಪಾಡಿ ಶ್ರೀ ಮಹಾಸತಿ ಅಮ್ಮನವರ ಸನ್ನಿಧಿಯಲ್ಲಿ ಶ್ರೀ ಭಗವತಿ ಅಮ್ಮನವರಿಗೆ ಭಕ್ತರು ಸ್ವರ್ಣಮುಖ ಸಮರ್ಪಣೆ ಮಾಡಿದರು. ಮಹಾಸತಿ ಕಾರ್ಯಕ್ರಮದಲ್ಲಿ ಭಕ್ತರು ಪಾಲ್ಗೊಂಡರು. ಫೆ. 13ರಂದು ಬೆಳಗ್ಗೆ ಬಳಿಕ ಶ್ರೀ ಅಮ್ಮನವರಿಗೆ ಸ್ವರ್ಣಮುಖ ಸಮರ್ಪಣೆ ನಡೆಯಿತು. [1144,1476,1315,1565]
lead-photo-drummers [782,209,1166,453]
divider [45,545,298,547]
regional-title: ನಮ್ಮ ದಕ್ಷಿಣ ಕನ್ನಡ [647,66,966,127]
qr-promo-line: WhatsApp ಗ್ರೂಪ್ ಇಂದೇ ಸೇರಿ! [1156,112,1305,126]
lead-column-4-text: ಗೌಡ ಮರಕ್ಕಡ, ಮಾಯಿಲಪ್ಪ ಗೌಡ ಪಟ್ಟೆ ಮತ್ತು ಕುದ್ಮಾರು ಪಾವನೆಯ ಭಕ್ತರು ಪಾಲ್ಗೊಂಡರು. ದೇವಸ್ಥಾನದ ವ್ಯವಸ್ಥಾಪನಾ ಸಮಿತಿ ಅಧ್ಯಕ್ಷರು ಹಾಗೂ ಸದಸ್ಯರು ಸ್ವಾಗತ ಕೋರಿದರು. ಸಂಜೆ ಪಂಜದಲ್ಲಿ ಶಿವರಾತ್ರಿ ಉತ್ಸವ ನಡೆಯಿತು. [969,592,1223,654]
column-divider [929,1956,930,2372]
politician-portrait [48,1588,141,1655]
